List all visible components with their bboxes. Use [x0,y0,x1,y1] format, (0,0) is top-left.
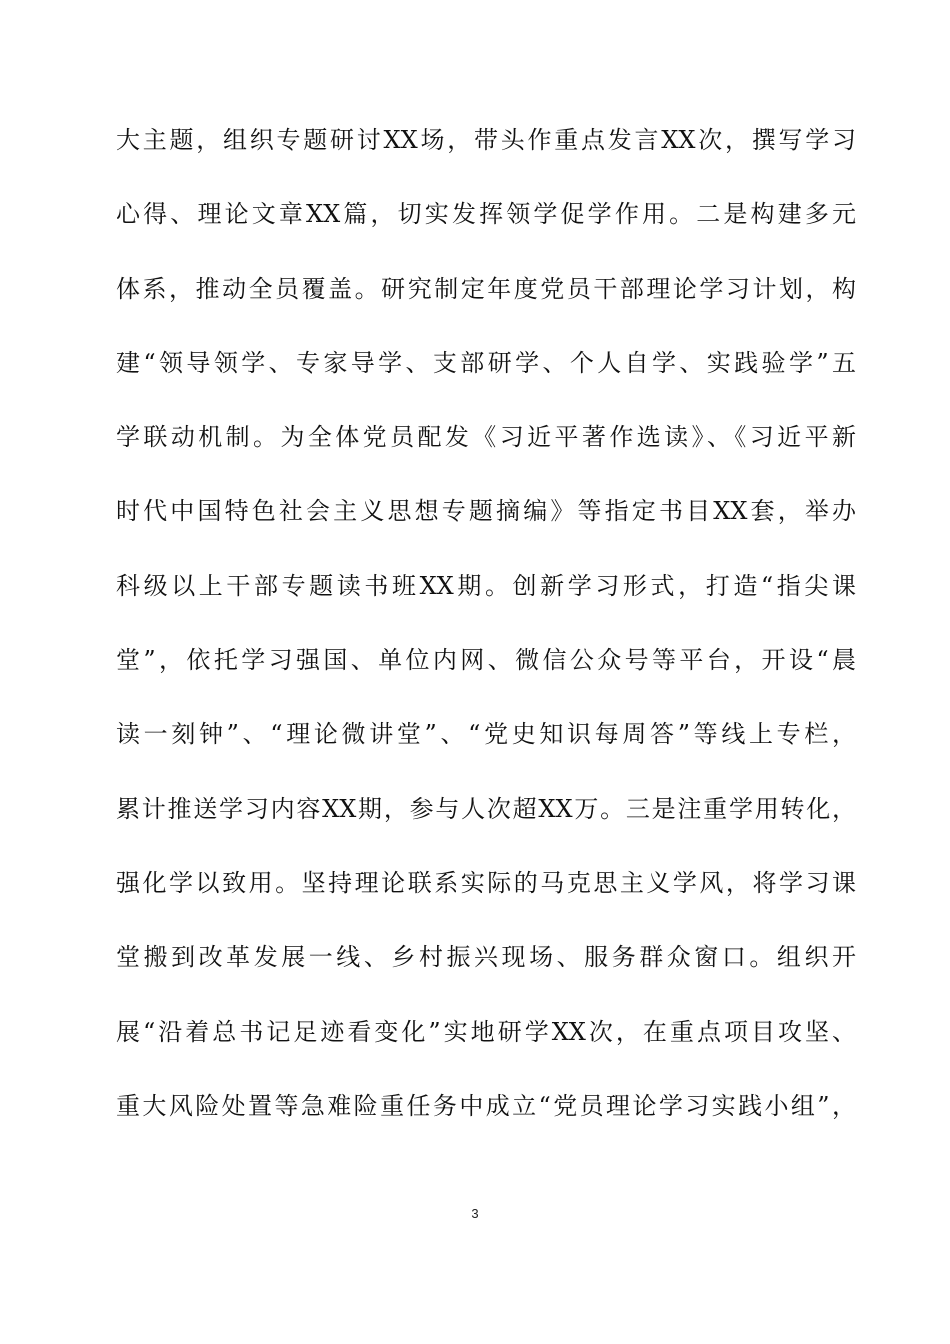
text-line: 累计推送学习内容XX期，参与人次超XX万。三是注重学用转化， [116,794,856,823]
text-line: 强化学以致用。坚持理论联系实际的马克思主义学风，将学习课 [116,868,856,897]
text-line: 大主题，组织专题研讨XX场，带头作重点发言XX次，撰写学习 [116,126,856,154]
text-line: 重大风险处置等急难险重任务中成立“党员理论学习实践小组”， [116,1091,856,1120]
text-line: 时代中国特色社会主义思想专题摘编》等指定书目XX套，举办 [116,497,856,526]
text-line: 学联动机制。为全体党员配发《习近平著作选读》、《习近平新 [116,423,856,452]
text-line: 堂搬到改革发展一线、乡村振兴现场、服务群众窗口。组织开 [116,943,856,972]
text-line: 心得、理论文章XX篇，切实发挥领学促学作用。二是构建多元 [116,200,856,229]
text-line: 科级以上干部专题读书班XX期。创新学习形式，打造“指尖课 [116,571,856,600]
text-line: 建“领导领学、专家导学、支部研学、个人自学、实践验学”五 [116,348,856,377]
page-number: 3 [471,1206,479,1221]
text-line: 堂”，依托学习强国、单位内网、微信公众号等平台，开设“晨 [116,646,856,675]
text-line: 体系，推动全员覆盖。研究制定年度党员干部理论学习计划，构 [116,274,856,303]
body-text [116,118,856,1158]
text-line: 展“沿着总书记足迹看变化”实地研学XX次，在重点项目攻坚、 [116,1017,856,1046]
text-line: 读一刻钟”、“理论微讲堂”、“党史知识每周答”等线上专栏， [116,720,856,749]
